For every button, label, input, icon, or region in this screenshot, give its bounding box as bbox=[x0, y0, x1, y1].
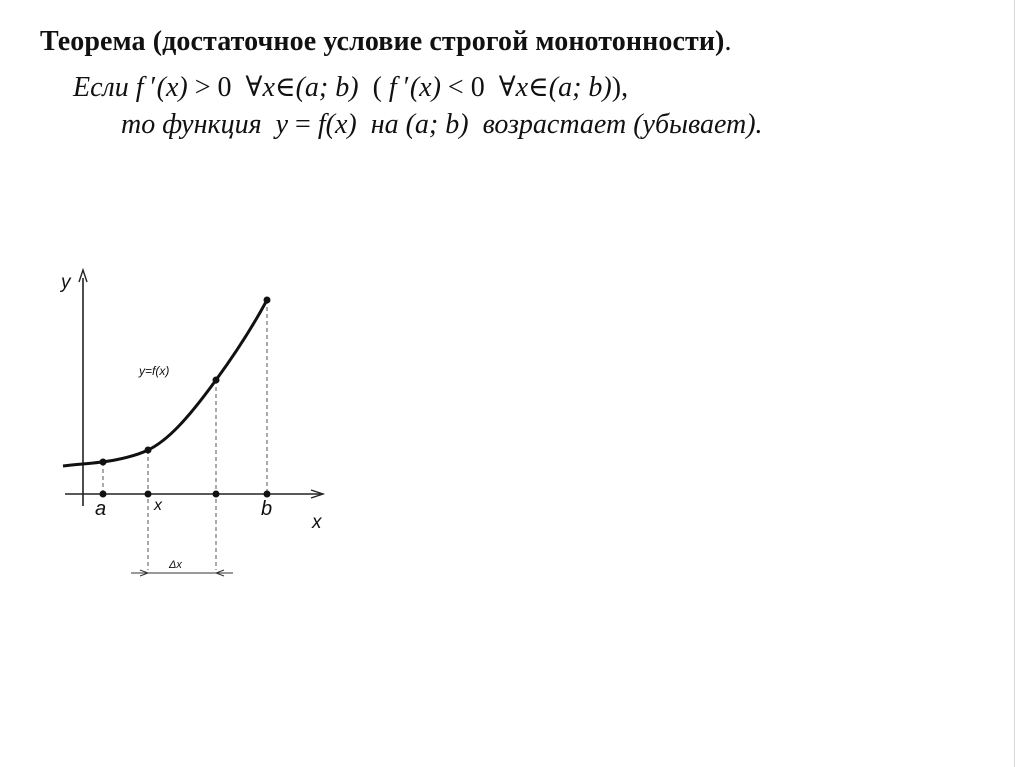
if-word: Если bbox=[73, 72, 129, 103]
tick-label-x: x bbox=[154, 497, 162, 514]
axis-point-a bbox=[100, 491, 107, 498]
curve-point-a bbox=[100, 459, 107, 466]
function-f-2: f bbox=[381, 72, 397, 103]
function-f: f bbox=[135, 72, 144, 103]
greater-than-zero: > 0 bbox=[187, 72, 232, 103]
interval-a-b-2: (a; b) bbox=[548, 72, 612, 103]
axis-point-b bbox=[264, 491, 271, 498]
theorem-title-period: . bbox=[724, 26, 732, 57]
function-argument: (x) bbox=[156, 72, 188, 103]
curve-label: y=f(x) bbox=[139, 364, 170, 378]
statement-line-2 bbox=[121, 109, 763, 141]
tick-label-a: a bbox=[95, 498, 107, 520]
closing-paren-comma: ), bbox=[611, 72, 629, 103]
open-paren: ( bbox=[372, 72, 382, 103]
equals-sign: = bbox=[288, 109, 318, 140]
function-curve bbox=[63, 300, 267, 466]
decreases-parenthetical: (убывает). bbox=[633, 109, 763, 140]
variable-y: y bbox=[275, 109, 289, 140]
interval-a-b-3: (a; b) bbox=[405, 109, 469, 140]
element-of-symbol-2: ∈ bbox=[528, 72, 549, 103]
statement-line-1 bbox=[73, 70, 628, 104]
less-than-zero: < 0 bbox=[440, 72, 485, 103]
y-axis-label: y bbox=[61, 272, 71, 293]
element-of-symbol: ∈ bbox=[274, 72, 296, 103]
function-fx: f(x) bbox=[317, 109, 357, 140]
x-axis-label: x bbox=[312, 512, 322, 533]
variable-x: x bbox=[262, 72, 275, 103]
curve-point-x bbox=[145, 447, 152, 454]
increases-word: возрастает bbox=[482, 109, 627, 140]
variable-x-2: x bbox=[515, 72, 529, 103]
monotonic-function-graph bbox=[55, 258, 345, 588]
function-argument-2: (x) bbox=[409, 72, 441, 103]
on-word: на bbox=[370, 109, 399, 140]
slide-border bbox=[1014, 0, 1015, 767]
prime-mark-2: ′ bbox=[396, 72, 410, 103]
forall-symbol: ∀ bbox=[245, 72, 263, 103]
delta-x-label: Δx bbox=[169, 559, 182, 571]
curve-point-x-plus-dx bbox=[213, 377, 220, 384]
tick-label-b: b bbox=[261, 498, 273, 520]
forall-symbol-2: ∀ bbox=[498, 72, 516, 103]
curve-point-b bbox=[264, 297, 271, 304]
theorem-title-text: Теорема (достаточное условие строгой монотонности) bbox=[40, 26, 725, 57]
then-function-phrase: то функция bbox=[121, 109, 262, 140]
theorem-title bbox=[40, 26, 732, 58]
axis-point-x bbox=[145, 491, 152, 498]
interval-a-b: (a; b) bbox=[295, 72, 359, 103]
axis-point-x-plus-dx bbox=[213, 491, 220, 498]
prime-mark: ′ bbox=[143, 72, 157, 103]
